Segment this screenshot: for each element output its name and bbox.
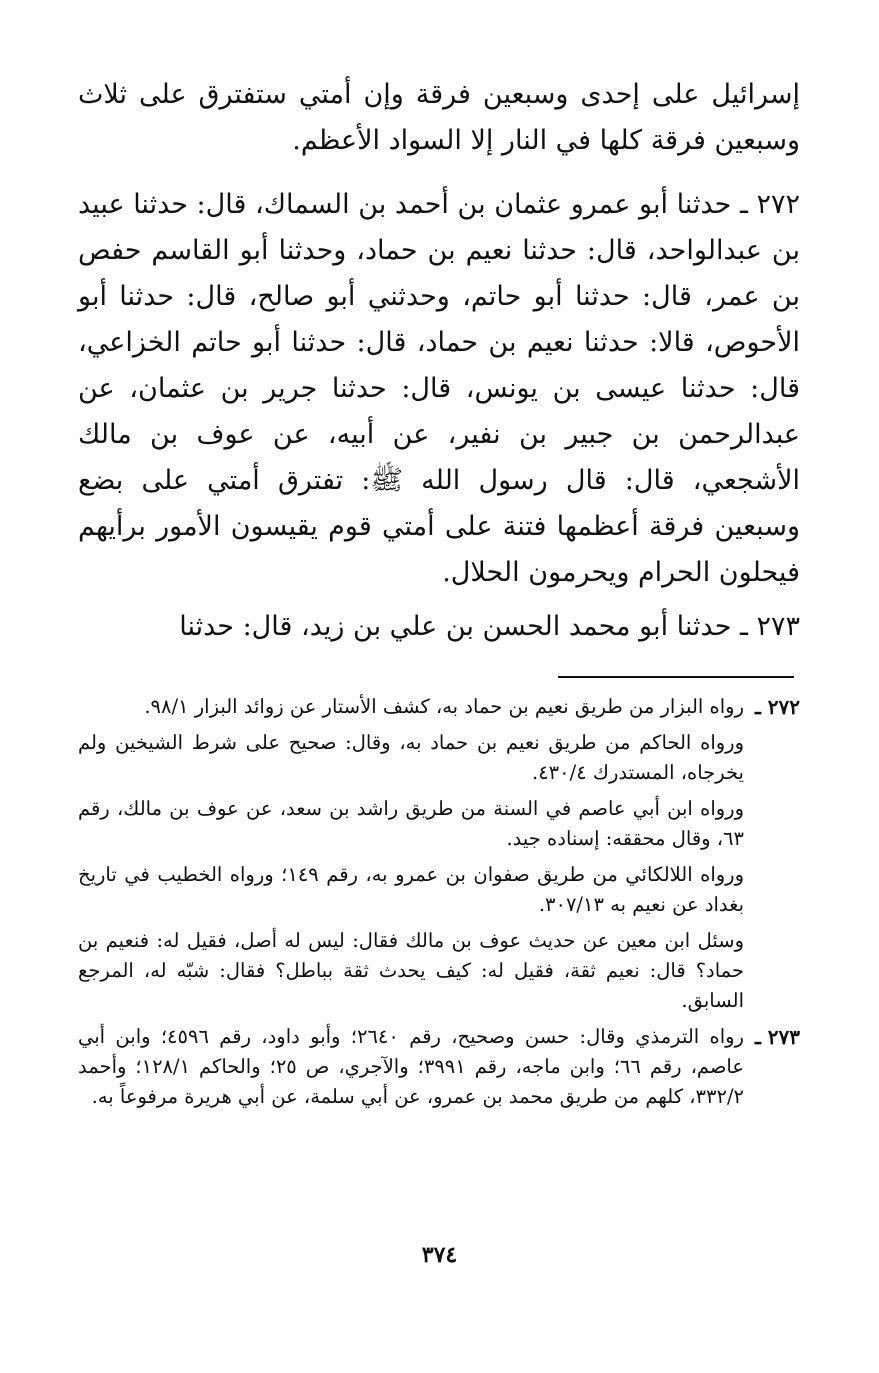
footnote-paragraph: رواه البزار من طريق نعيم بن حماد به، كشف الأستار عن زوائد البزار ٩٨/١. (144, 695, 744, 718)
footnote-paragraph: رواه الترمذي وقال: حسن وصحيح، رقم ٢٦٤٠؛ وأبو داود، رقم ٤٥٩٦؛ وابن أبي عاصم، رقم ٦٦؛ وابن ماجه، رقم ٣٩٩١؛ والآجري، ص ٢٥؛ والحاكم ١٢٨/١؛ وأحمد ٣٣٢/٢، كلهم من طريق محمد بن عمرو، عن أبي سلمة، عن أبي هريرة مرفوعاً به. (78, 1025, 744, 1108)
main-paragraph-continuation: إسرائيل على إحدى وسبعين فرقة وإن أمتي ستفترق على ثلاث وسبعين فرقة كلها في النار إلا السواد الأعظم. (78, 79, 800, 156)
footnote-paragraph: ورواه اللالكائي من طريق صفوان بن عمرو به، رقم ١٤٩؛ ورواه الخطيب في تاريخ بغداد عن نعيم به ٣٠٧/١٣. (78, 863, 744, 916)
page-number: ٣٧٤ (421, 1242, 458, 1268)
footnote-paragraph: ورواه ابن أبي عاصم في السنة من طريق راشد بن سعد، عن عوف بن مالك، رقم ٦٣، وقال محققه: إسناده جيد. (78, 797, 744, 850)
footnote-paragraph: ورواه الحاكم من طريق نعيم بن حماد به، وقال: صحيح على شرط الشيخين ولم يخرجاه، المستدرك ٤٣٠/٤. (78, 731, 744, 784)
footnote-273 (78, 1022, 800, 1112)
hadith-273-start: ٢٧٣ ـ حدثنا أبو محمد الحسن بن علي بن زيد، قال: حدثنا (179, 611, 800, 642)
footnote-number: ٢٧٢ ـ (754, 695, 800, 719)
footnote-separator (558, 676, 794, 678)
footnote-number: ٢٧٣ ـ (754, 1025, 800, 1049)
footnote-272 (78, 692, 800, 1016)
hadith-272: ٢٧٢ ـ حدثنا أبو عمرو عثمان بن أحمد بن السماك، قال: حدثنا عبيد بن عبدالواحد، قال: حدثنا نعيم بن حماد، وحدثنا أبو القاسم حفص بن عمر، قال: حدثنا أبو حاتم، وحدثني أبو صالح، قال: حدثنا أبو الأحوص، قالا: حدثنا نعيم بن حماد، قال: حدثنا أبو حاتم الخزاعي، قال: حدثنا عيسى بن يونس، قال: حدثنا جرير بن عثمان، عن عبدالرحمن بن جبير بن نفير، عن أبيه، عن عوف بن مالك الأشجعي، قال: قال رسول الله ﷺ: تفترق أمتي على بضع وسبعين فرقة أعظمها فتنة على أمتي قوم يقيسون الأمور برأيهم فيحلون الحرام ويحرمون الحلال. (78, 189, 800, 588)
document-page (78, 72, 800, 1118)
footnote-paragraph: وسئل ابن معين عن حديث عوف بن مالك فقال: ليس له أصل، فقيل له: فنعيم بن حماد؟ قال: نعيم ثقة، فقيل له: كيف يحدث ثقة بباطل؟ فقال: شبّه له، المرجع السابق. (78, 929, 745, 1012)
